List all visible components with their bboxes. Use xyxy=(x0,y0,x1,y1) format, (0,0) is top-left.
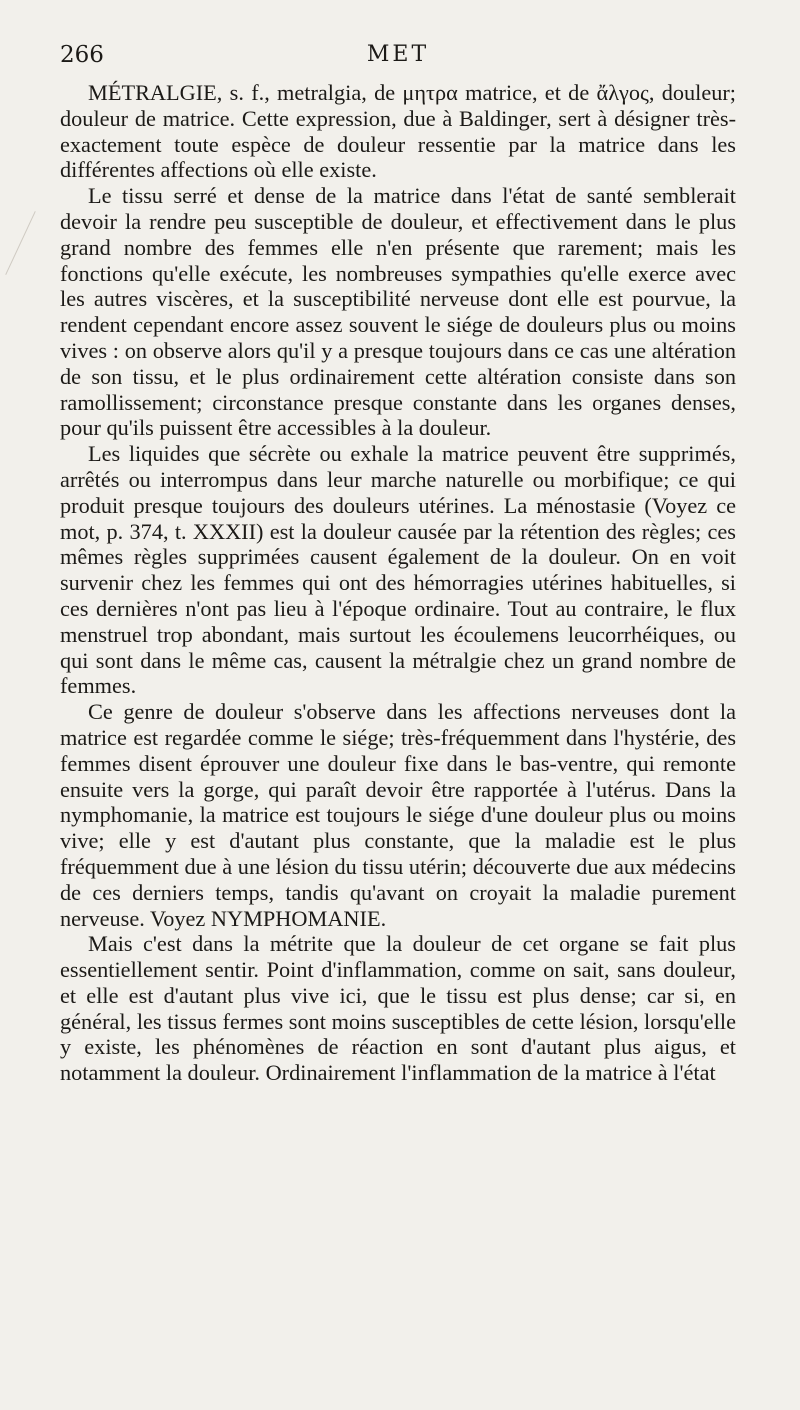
page-body xyxy=(60,80,736,1086)
page-header xyxy=(60,42,736,74)
paragraph-metralgie-definition: MÉTRALGIE, s. f., metralgia, de μητρα matrice, et de ἄλγος, douleur; douleur de matrice. Cette expression, due à Baldinger, sert à désigner très-exactement toute espèce de douleur ressentie par la matrice dans les différentes affections où elle existe. xyxy=(60,80,736,183)
paragraph-affections-nerveuses: Ce genre de douleur s'observe dans les affections nerveuses dont la matrice est regardée comme le siége; très-fréquemment dans l'hystérie, des femmes disent éprouver une douleur fixe dans le bas-ventre, qui remonte ensuite vers la gorge, qui paraît devoir être rapportée à l'utérus. Dans la nymphomanie, la matrice est toujours le siége d'une douleur plus ou moins vive; elle y est d'autant plus constante, que la maladie est le plus fréquemment due à une lésion du tissu utérin; découverte due aux médecins de ces derniers temps, tandis qu'avant on croyait la maladie purement nerveuse. Voyez NYMPHOMANIE. xyxy=(60,699,736,931)
margin-mark xyxy=(5,211,35,275)
paragraph-tissu: Le tissu serré et dense de la matrice dans l'état de santé semblerait devoir la rendre peu susceptible de douleur, et effectivement dans le plus grand nombre des femmes elle n'en présente que rarement; mais les fonctions qu'elle exécute, les nombreuses sympathies qu'elle exerce avec les autres viscères, et la susceptibilité nerveuse dont elle est pourvue, la rendent cependant encore assez souvent le siége de douleurs plus ou moins vives : on observe alors qu'il y a presque toujours dans ce cas une altération de son tissu, et le plus ordinairement cette altération consiste dans son ramollissement; circonstance presque constante dans les organes denses, pour qu'ils puissent être accessibles à la douleur. xyxy=(60,183,736,441)
paragraph-liquides: Les liquides que sécrète ou exhale la matrice peuvent être supprimés, arrêtés ou interrompus dans leur marche naturelle ou morbifique; ce qui produit presque toujours des douleurs utérines. La ménostasie (Voyez ce mot, p. 374, t. XXXII) est la douleur causée par la rétention des règles; ces mêmes règles supprimées causent également de la douleur. On en voit survenir chez les femmes qui ont des hémorragies utérines habituelles, si ces dernières n'ont pas lieu à l'époque ordinaire. Tout au contraire, le flux menstruel trop abondant, mais surtout les écoulemens leucorrhéiques, ou qui sont dans le même cas, causent la métralgie chez un grand nombre de femmes. xyxy=(60,441,736,699)
paragraph-metrite: Mais c'est dans la métrite que la douleur de cet organe se fait plus essentiellement sentir. Point d'inflammation, comme on sait, sans douleur, et elle est d'autant plus vive ici, que le tissu est plus dense; car si, en général, les tissus fermes sont moins susceptibles de cette lésion, lorsqu'elle y existe, les phénomènes de réaction en sont d'autant plus aigus, et notamment la douleur. Ordinairement l'inflammation de la matrice à l'état xyxy=(60,931,736,1086)
page-number: 266 xyxy=(60,42,104,68)
running-head: MET xyxy=(366,42,430,67)
